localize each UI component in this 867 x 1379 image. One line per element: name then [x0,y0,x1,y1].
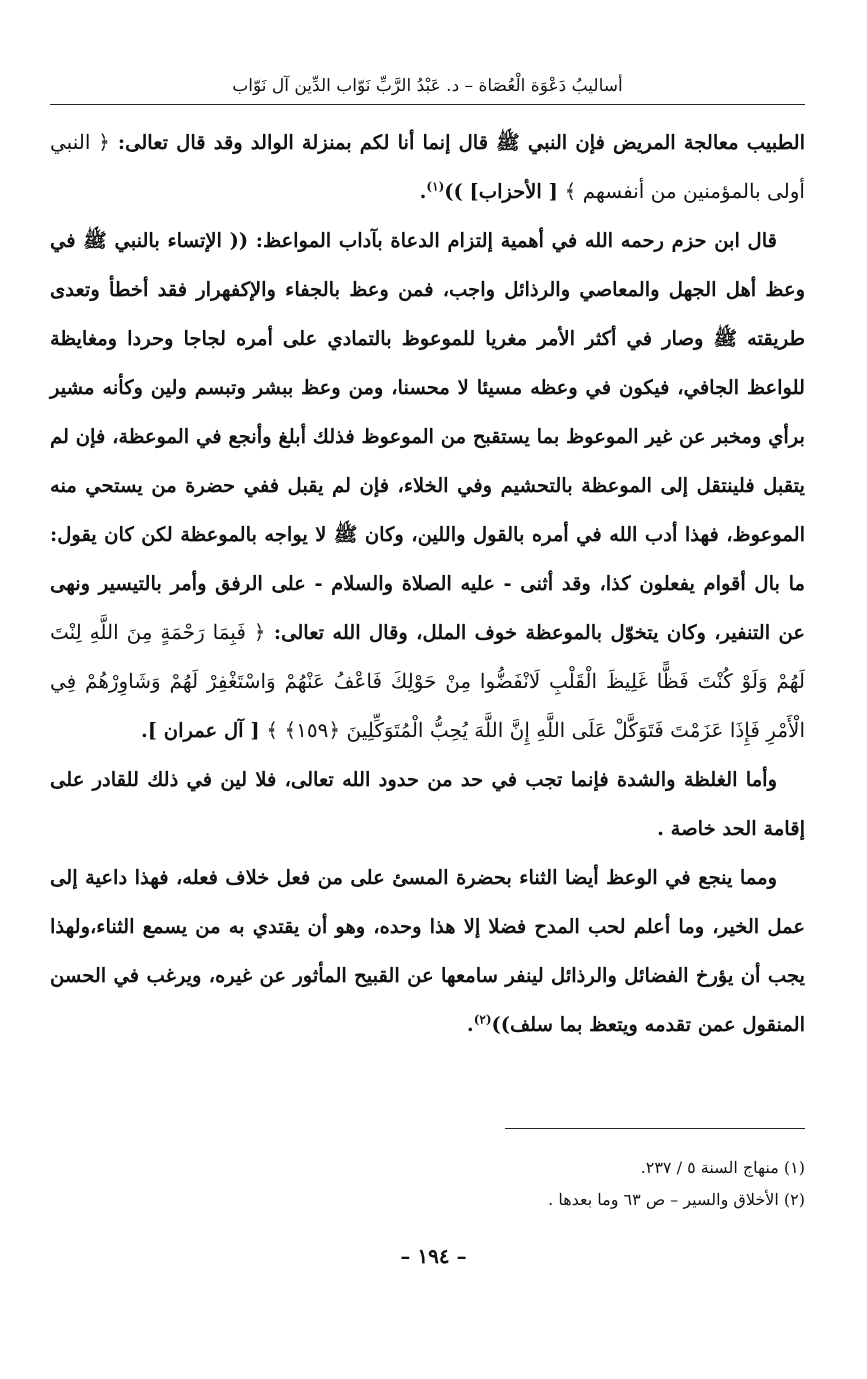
footnote-marker-1: (١) [426,179,445,194]
paragraph-1 [50,118,805,216]
paragraph-2-text: قال ابن حزم رحمه الله في أهمية إلتزام الدعاة بآداب المواعظ: (( الإتساء بالنبي ﷺ في وعظ أهل الجهل والمعاصي والرذائل واجب، فمن وعظ بالجفاء والإكفهرار فقد أخطأ وتعدى طريقته ﷺ وصار في أكثر الأمر مغريا للموعوظ بالتمادي على أمره لجاجا وحردا ومغايظة للواعظ الجافي، فيكون في وعظه مسيئا لا محسنا، ومن وعظ ببشر وتبسم ولين وكأنه مشير برأي ومخبر عن غير الموعوظ بما يستقبح من الموعوظ فذلك أبلغ وأنجع في الموعظة، فإن لم يتقبل فلينتقل إلى الموعظة بالتحشيم وفي الخلاء، فإن لم يقبل ففي حضرة من يستحي منه الموعوظ، فهذا أدب الله في أمره بالقول واللين، وكان ﷺ لا يواجه بالموعظة لكن كان يقول: ما بال أقوام يفعلون كذا، وقد أثنى - عليه الصلاة والسلام - على الرفق وأمر بالتيسير ونهى عن التنفير، وكان يتخوّل بالموعظة خوف الملل، وقال الله تعالى: [50,229,805,644]
paragraph-1-end: . [419,180,427,203]
quran-verse-2: ﴿ فَبِمَا رَحْمَةٍ مِنَ اللَّهِ لِنْتَ لَهُمْ وَلَوْ كُنْتَ فَظًّا غَلِيظَ الْقَلْبِ لَانْفَضُّوا مِنْ حَوْلِكَ فَاعْفُ عَنْهُمْ وَاسْتَغْفِرْ لَهُمْ وَشَاوِرْهُمْ فِي الْأَمْرِ فَإِذَا عَزَمْتَ فَتَوَكَّلْ عَلَى اللَّهِ إِنَّ اللَّهَ يُحِبُّ الْمُتَوَكِّلِينَ ﴿١٥٩﴾ ﴾ [50,620,805,742]
footnote-1: (١) منهاج السنة ٥ / ٢٣٧. [640,1158,805,1177]
paragraph-4-text: ومما ينجع في الوعظ أيضا الثناء بحضرة المسئ على من فعل خلاف فعله، فهذا داعية إلى عمل الخير، وما أعلم لحب المدح فضلا إلا هذا وحده، وهو أن يقتدي به من يسمع الثناء،ولهذا يجب أن يؤرخ الفضائل والرذائل لينفر سامعها عن القبيح المأثور عن غيره، ويرغب في الحسن المنقول عمن تقدمه ويتعظ بما سلف)) [50,866,805,1036]
verse-2-reference: [ آل عمران ]. [140,719,267,742]
verse-1-reference: [ الأحزاب] )) [444,180,565,203]
running-header: أساليبُ دَعْوَة الْعُصَاة – د. عَبْدُ الرَّبِّ نَوّاب الدِّين آل نَوّاب [50,74,805,105]
paragraph-1-text: الطبيب معالجة المريض فإن النبي ﷺ قال إنما أنا لكم بمنزلة الوالد وقد قال تعالى: [117,131,805,154]
quran-verse-1: ﴿ النبي أولى بالمؤمنين من أنفسهم ﴾ [50,130,805,203]
footnotes [50,1152,805,1216]
footnote-marker-2: (٢) [473,1012,492,1027]
footnote-divider [505,1128,805,1129]
main-text [50,118,805,1049]
paragraph-3-text: وأما الغلظة والشدة فإنما تجب في حد من حدود الله تعالى، فلا لين في ذلك للقادر على إقامة الحد خاصة . [50,768,805,840]
paragraph-4 [50,853,805,1049]
footnote-2: (٢) الأخلاق والسير – ص ٦٣ وما بعدها . [548,1190,805,1209]
page-number: – ١٩٤ – [400,1244,467,1268]
paragraph-3 [50,755,805,853]
paragraph-4-end: . [466,1013,474,1036]
paragraph-2 [50,216,805,755]
